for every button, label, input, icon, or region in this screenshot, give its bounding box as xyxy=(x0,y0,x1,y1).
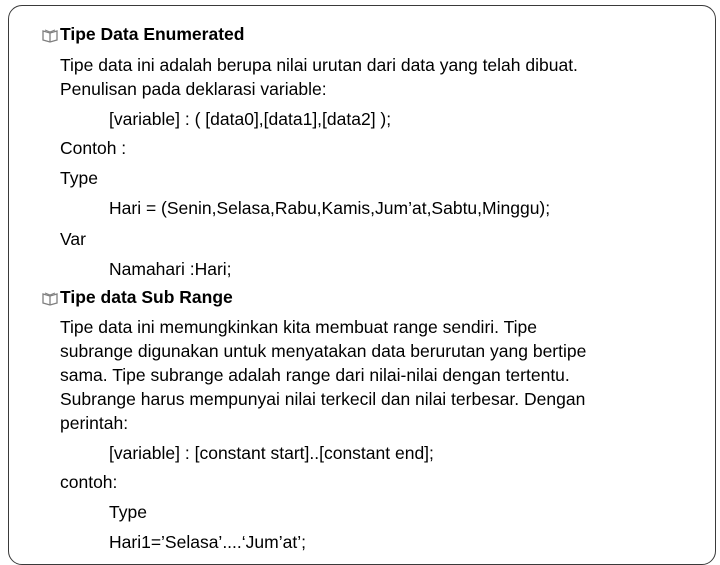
example-label: Contoh : xyxy=(60,138,127,158)
description-line: Subrange harus mempunyai nilai terkecil dan nilai terbesar. Dengan xyxy=(60,389,586,409)
section-description-subrange xyxy=(60,315,586,435)
description-line: sama. Tipe subrange adalah range dari nilai-nilai dengan tertentu. xyxy=(60,365,570,385)
type-keyword-subrange: Type xyxy=(109,502,147,522)
book-bullet-icon xyxy=(42,290,58,306)
book-bullet-icon xyxy=(42,27,58,43)
description-line: Tipe data ini adalah berupa nilai urutan dari data yang telah dibuat. xyxy=(60,55,578,75)
section-description-enumerated xyxy=(60,53,578,101)
type-keyword: Type xyxy=(60,168,98,188)
section-heading-enumerated: Tipe Data Enumerated xyxy=(60,24,245,44)
var-declaration: Namahari :Hari; xyxy=(109,259,232,279)
syntax-line-subrange: [variable] : [constant start]..[constant end]; xyxy=(109,443,434,463)
syntax-line-enumerated: [variable] : ( [data0],[data1],[data2] ); xyxy=(109,109,392,129)
description-line: perintah: xyxy=(60,413,129,433)
description-line: Tipe data ini memungkinkan kita membuat range sendiri. Tipe xyxy=(60,317,537,337)
example-label-subrange: contoh: xyxy=(60,472,118,492)
description-line: Penulisan pada deklarasi variable: xyxy=(60,79,327,99)
var-keyword: Var xyxy=(60,229,86,249)
type-declaration: Hari = (Senin,Selasa,Rabu,Kamis,Jum’at,Sabtu,Minggu); xyxy=(109,198,551,218)
description-line: subrange digunakan untuk menyatakan data berurutan yang bertipe xyxy=(60,341,587,361)
type-declaration-subrange: Hari1=’Selasa’....‘Jum’at’; xyxy=(109,532,306,552)
section-heading-subrange: Tipe data Sub Range xyxy=(60,287,233,307)
